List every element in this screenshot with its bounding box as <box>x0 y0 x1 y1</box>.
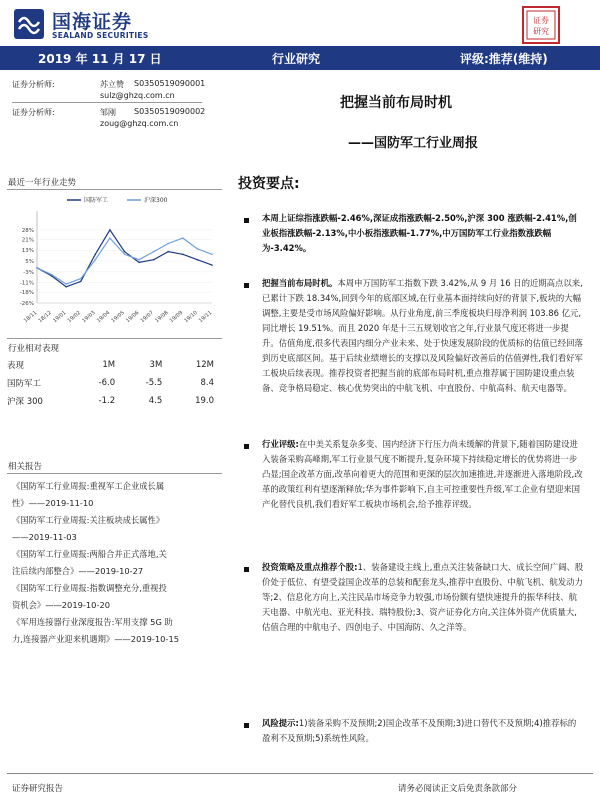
x-tick-label: 18/11 <box>22 309 39 325</box>
analyst-role-2: 证券分析师: <box>12 108 55 117</box>
related-report-line: 《国防军工行业周报:重视军工企业成长属 <box>12 481 165 491</box>
y-tick-label: 28% <box>21 227 34 234</box>
header-bar <box>0 46 600 70</box>
related-report-item[interactable] <box>12 512 222 546</box>
related-report-line: 《国防军工行业周报:关注板块成长属性》 <box>12 515 165 525</box>
related-divider <box>7 473 222 474</box>
legend-label: 国防军工 <box>84 197 109 204</box>
legend-label: 沪深300 <box>144 197 168 204</box>
report-type: 行业研究 <box>272 52 321 66</box>
analyst-divider <box>12 102 202 103</box>
perf-cell: -5.5 <box>145 378 163 388</box>
y-tick-label: 5% <box>25 259 34 266</box>
related-heading: 相关报告 <box>8 462 43 472</box>
svg-text:证券: 证券 <box>533 16 549 25</box>
y-tick-label: -26% <box>19 301 34 307</box>
related-report-line: 《国防军工行业周报:两船合并正式落地,关 <box>12 549 167 559</box>
data-point <box>182 237 184 239</box>
company-logo <box>14 7 224 43</box>
keypoint-rating-body: 在中美关系复杂多变、国内经济下行压力尚未缓解的背景下,随着国防建设进入装备采购高峰期,军工行业景气度不断提升,复杂环境下持续稳定增长的优势将进一步凸显;国企改革方面,改革向着更大的范围和更深的层次加速推进,并逐渐进入落地阶段,改革的政策红利有望逐渐释放;华为事件影响下,自主可控重要性升级,军工企业有望迎来国产化替代良机,我们看好军工板块市场机会,给予推荐评级。 <box>262 439 583 509</box>
bullet-icon <box>244 567 249 572</box>
analyst-role-1: 证券分析师: <box>12 80 55 89</box>
data-point <box>153 259 155 261</box>
keypoint-risk <box>262 716 584 746</box>
data-point <box>95 259 97 261</box>
chart-background <box>7 193 222 328</box>
perf-cell: 8.4 <box>200 378 214 388</box>
perf-row <box>7 392 222 410</box>
x-tick-label: 19/10 <box>183 309 199 325</box>
perf-col-header: 3M <box>149 360 163 370</box>
analyst-email-2[interactable]: zoug@ghzq.com.cn <box>100 119 179 128</box>
perf-col-header: 表现 <box>7 361 25 371</box>
trend-heading: 最近一年行业走势 <box>8 178 77 188</box>
x-tick-label: 19/11 <box>197 309 214 325</box>
related-report-item[interactable] <box>12 580 222 614</box>
analyst-email-1[interactable]: sulz@ghzq.com.cn <box>100 91 175 100</box>
analyst-name-2: 邹刚 <box>100 108 116 117</box>
x-tick-label: 19/01 <box>52 309 68 325</box>
data-point <box>182 253 184 255</box>
related-report-list <box>12 478 222 648</box>
analyst-cert-1: S0350519090001 <box>134 79 206 88</box>
data-point <box>36 267 38 269</box>
related-report-line: 性》——2019-11-10 <box>12 498 94 508</box>
data-point <box>167 251 169 253</box>
perf-heading: 行业相对表现 <box>8 344 60 354</box>
logo-text-cn: 国海证券 <box>52 11 133 33</box>
keypoint-timing-lead: 把握当前布局时机。 <box>262 278 338 288</box>
related-report-line: 《军用连接器行业深度报告:军用支撑 5G 助 <box>12 617 173 627</box>
x-tick-label: 19/04 <box>95 309 112 325</box>
trend-chart <box>7 193 222 328</box>
data-point <box>109 237 111 239</box>
bullet-icon <box>244 444 249 449</box>
data-point <box>197 259 199 261</box>
perf-cell: 沪深 300 <box>7 397 43 407</box>
data-point <box>124 251 126 253</box>
data-point <box>211 264 213 266</box>
related-report-line: 资机会》——2019-10-20 <box>12 600 110 610</box>
data-point <box>65 283 67 285</box>
keypoint-risk-body: 1)装备采购不及预期;2)国企改革不及预期;3)进口替代不及预期;4)推荐标的盈利不及预期;5)系统性风险。 <box>262 718 577 743</box>
x-tick-label: 19/05 <box>110 309 126 325</box>
related-report-item[interactable] <box>12 478 222 512</box>
data-point <box>80 281 82 283</box>
logo-text-en: SEALAND SECURITIES <box>52 31 149 40</box>
keypoint-strategy-lead: 投资策略及重点推荐个股: <box>262 562 358 572</box>
y-tick-label: -18% <box>19 290 34 297</box>
rating: 评级:推荐(维持) <box>460 52 548 66</box>
perf-top-divider <box>7 338 222 339</box>
perf-cell: -6.0 <box>98 378 116 388</box>
keypoints-heading: 投资要点: <box>238 176 300 192</box>
y-tick-label: -3% <box>23 269 34 276</box>
x-tick-label: 18/12 <box>37 309 53 325</box>
stamp-icon <box>522 6 560 44</box>
y-tick-label: 13% <box>21 248 34 255</box>
footer-divider <box>7 773 593 774</box>
perf-row <box>7 374 222 392</box>
data-point <box>65 286 67 288</box>
logo-mark-icon <box>14 9 44 39</box>
related-report-line: 注后续内部整合》——2019-10-27 <box>12 566 144 576</box>
data-point <box>95 253 97 255</box>
x-tick-label: 19/07 <box>139 309 155 325</box>
footer-left: 证券研究报告 <box>12 784 64 794</box>
keypoint-market-summary: 本周上证综指涨跌幅-2.46%,深证成指涨跌幅-2.50%,沪深 300 涨跌幅-2.41%,创业板指涨跌幅-2.13%,中小板指涨跌幅-1.77%,中万国防军工行业指数涨跌幅为-3.42%。 <box>262 213 577 253</box>
research-report-stamp <box>522 6 560 44</box>
perf-col-header: 12M <box>195 360 214 370</box>
data-point <box>124 253 126 255</box>
data-point <box>167 243 169 245</box>
keypoint-risk-lead: 风险提示: <box>262 718 299 728</box>
perf-header-row <box>7 356 222 374</box>
data-point <box>153 251 155 253</box>
keypoint-strategy-body: 1、装备建设主线上,重点关注装备缺口大、成长空间广阔、股价处于低位、有望受益国企改革的总装和配套龙头,推荐中直股份、中航飞机、航发动力等;2、信息化方向上,关注民品市场竞争力较强,市场份额有望快速提升的振华科技、航天电器、中航光电、亚光科技、瑞特股份;3、资产证券化方向,关注体外资产优质量大,估值合理的中航电子、四创电子、中国海防、久之洋等。 <box>262 562 584 632</box>
x-tick-label: 19/02 <box>66 309 83 325</box>
svg-text:研究: 研究 <box>533 27 549 36</box>
perf-cell: 4.5 <box>148 396 163 406</box>
related-report-item[interactable] <box>12 546 222 580</box>
keypoint-rating <box>262 437 584 512</box>
data-point <box>197 248 199 250</box>
x-tick-label: 19/03 <box>81 309 97 325</box>
data-point <box>138 262 140 264</box>
keypoint-strategy <box>262 560 584 635</box>
perf-col-header: 1M <box>102 360 116 370</box>
perf-cell: 19.0 <box>195 396 214 406</box>
data-point <box>138 259 140 261</box>
data-point <box>80 278 82 280</box>
x-tick-label: 19/08 <box>154 309 170 325</box>
report-title: 把握当前布局时机 <box>340 95 452 111</box>
y-tick-label: 21% <box>21 237 34 244</box>
keypoint-rating-lead: 行业评级: <box>262 439 299 449</box>
related-report-line: 《国防军工行业周报:指数调整充分,重视投 <box>12 583 167 593</box>
bullet-icon <box>244 283 249 288</box>
keypoint-timing-body: 本周申万国防军工指数下跌 3.42%,从 9 月 16 日的近期高点以来,已累计下跌 18.34%,回到今年的底部区域,在行业基本面持续向好的背景下,板块的大幅调整,主要是受市场风险偏好影响。从行业角度,前三季度板块归母净利润 103.86 亿元,同比增长 19.51%。而且 2020 年是十三五规划收官之年,行业景气度还将进一步提升。估值角度,很多代表国内细分产业未来、处于快速发展阶段的优质标的估值已经回落到历史底部区间。基于后续业绩增长的支撑以及风险偏好改善后的估值弹性,我们看好军工板块后续表现。推荐投资者把握当前的底部布局时机,重点推荐属于国防建设重点装备、竞争格局稳定、核心优势突出的中航飞机、中直股份、中航高科、航天电器等。 <box>262 278 583 393</box>
report-subtitle: ——国防军工行业周报 <box>348 136 479 151</box>
perf-cell: 国防军工 <box>7 379 42 389</box>
analyst-cert-2: S0350519090002 <box>134 107 206 116</box>
report-date: 2019 年 11 月 17 日 <box>38 52 162 66</box>
keypoint-timing <box>262 276 584 396</box>
perf-cell: -1.2 <box>98 396 116 406</box>
footer-disclaimer[interactable]: 请务必阅读正文后免责条款部分 <box>398 784 518 794</box>
x-tick-label: 19/09 <box>168 309 185 325</box>
data-point <box>51 274 53 276</box>
bullet-icon <box>244 723 249 728</box>
performance-table <box>7 356 222 410</box>
y-tick-label: -11% <box>19 280 34 287</box>
data-point <box>109 229 111 231</box>
related-report-line: ——2019-11-03 <box>12 532 77 542</box>
analyst-name-1: 苏立赞 <box>100 80 124 89</box>
trend-divider <box>7 189 222 190</box>
x-tick-label: 19/06 <box>125 309 141 325</box>
data-point <box>211 253 213 255</box>
bullet-icon <box>244 218 249 223</box>
related-report-item[interactable] <box>12 614 222 648</box>
related-report-line: 力,连接器产业迎来机遇期》——2019-10-15 <box>12 634 180 644</box>
